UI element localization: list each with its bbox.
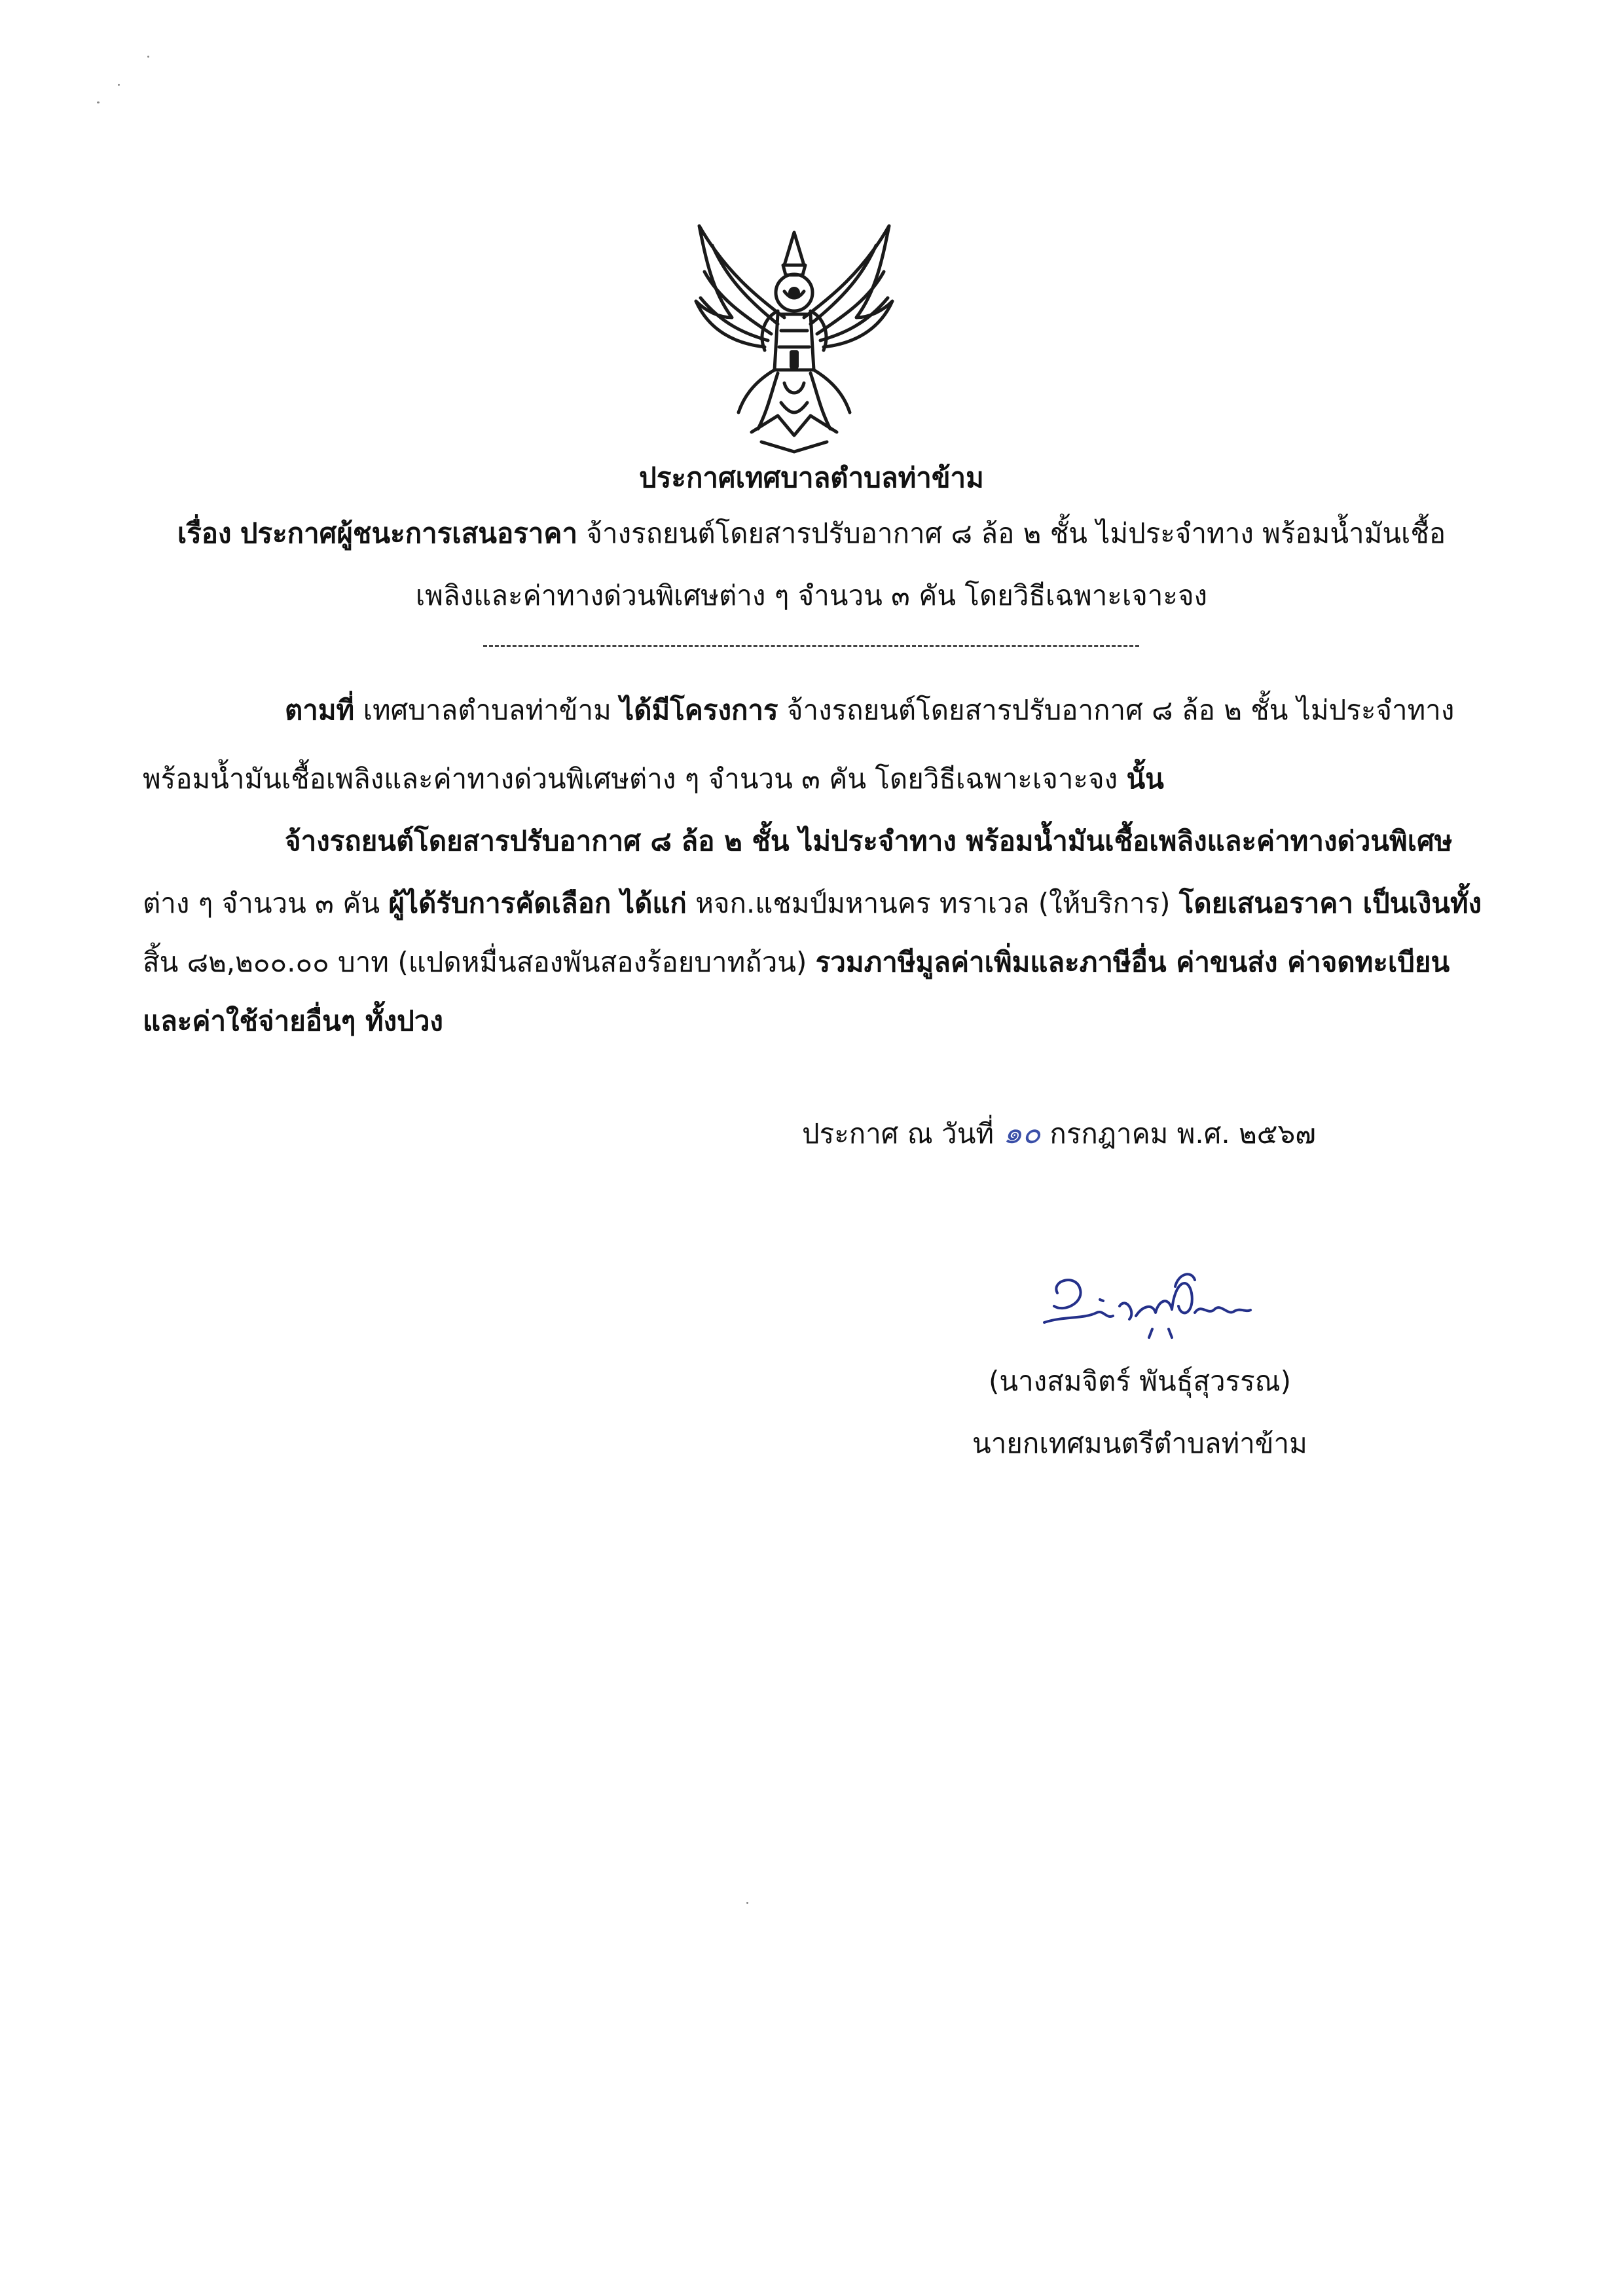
date-month-year: กรกฎาคม พ.ศ. ๒๕๖๗ [1049,1118,1316,1150]
para2-line3-b: รวมภาษีมูลค่าเพิ่มและภาษีอื่น ค่าขนส่ง ค่าจดทะเบียน [815,946,1450,978]
para2-line2-b: ผู้ได้รับการคัดเลือก ได้แก่ [388,887,687,919]
date-day: ๑๐ [1003,1115,1041,1150]
para1-lead: ตามที่ [285,694,355,726]
signer-name: (นางสมจิตร์ พันธุ์สุวรรณ) [989,1365,1292,1397]
paragraph-1-line-2 [143,759,1164,799]
para1-mid: ได้มีโครงการ [620,694,778,726]
para2-line2-d: โดยเสนอราคา เป็นเงินทั้ง [1178,887,1482,919]
handwritten-signature-icon [1038,1267,1254,1345]
paragraph-2-line-1: จ้างรถยนต์โดยสารปรับอากาศ ๘ ล้อ ๒ ชั้น ไม่ประจำทาง พร้อมน้ำมันเชื้อเพลิงและค่าทางด่วนพิเศษ [285,825,1453,857]
paragraph-2-line-4: และค่าใช้จ่ายอื่นๆ ทั้งปวง [143,1005,443,1037]
para1-end: นั้น [1126,763,1164,795]
subject-line-1 [0,514,1623,553]
para1-line2: พร้อมน้ำมันเชื้อเพลิงและค่าทางด่วนพิเศษต่าง ๆ จำนวน ๓ คัน โดยวิธีเฉพาะเจาะจง [143,763,1118,795]
signer-position: นายกเทศมนตรีตำบลท่าข้าม [972,1427,1307,1459]
scan-speck [147,56,149,58]
separator-line [483,645,1139,647]
subject-text-1: จ้างรถยนต์โดยสารปรับอากาศ ๘ ล้อ ๒ ชั้น ไม่ประจำทาง พร้อมน้ำมันเชื้อ [586,517,1446,549]
para1-org: เทศบาลตำบลท่าข้าม [363,694,611,726]
garuda-emblem-icon [686,219,902,455]
announcement-date [802,1113,1316,1154]
subject-label: เรื่อง [177,517,232,549]
subject-title: ประกาศผู้ชนะการเสนอราคา [240,517,578,549]
para2-line2-c: หจก.แชมป์มหานคร ทราเวล (ให้บริการ) [695,887,1171,919]
subject-line-2: เพลิงและค่าทางด่วนพิเศษต่าง ๆ จำนวน ๓ คัน โดยวิธีเฉพาะเจาะจง [415,579,1208,611]
scan-speck [118,84,120,86]
paragraph-1-line-1 [285,691,1454,730]
para2-line3-a: สิ้น ๘๒,๒๐๐.๐๐ บาท (แปดหมื่นสองพันสองร้อยบาทถ้วน) [143,946,807,978]
announcer-heading: ประกาศเทศบาลตำบลท่าข้าม [639,462,984,494]
date-prefix: ประกาศ ณ วันที่ [802,1118,994,1150]
scan-speck [746,1902,748,1904]
paragraph-2-line-2 [143,884,1482,923]
paragraph-2-line-3 [143,943,1450,982]
scan-speck [97,101,100,103]
para2-line2-a: ต่าง ๆ จำนวน ๓ คัน [143,887,380,919]
para1-line1-rest: จ้างรถยนต์โดยสารปรับอากาศ ๘ ล้อ ๒ ชั้น ไม่ประจำทาง [786,694,1455,726]
